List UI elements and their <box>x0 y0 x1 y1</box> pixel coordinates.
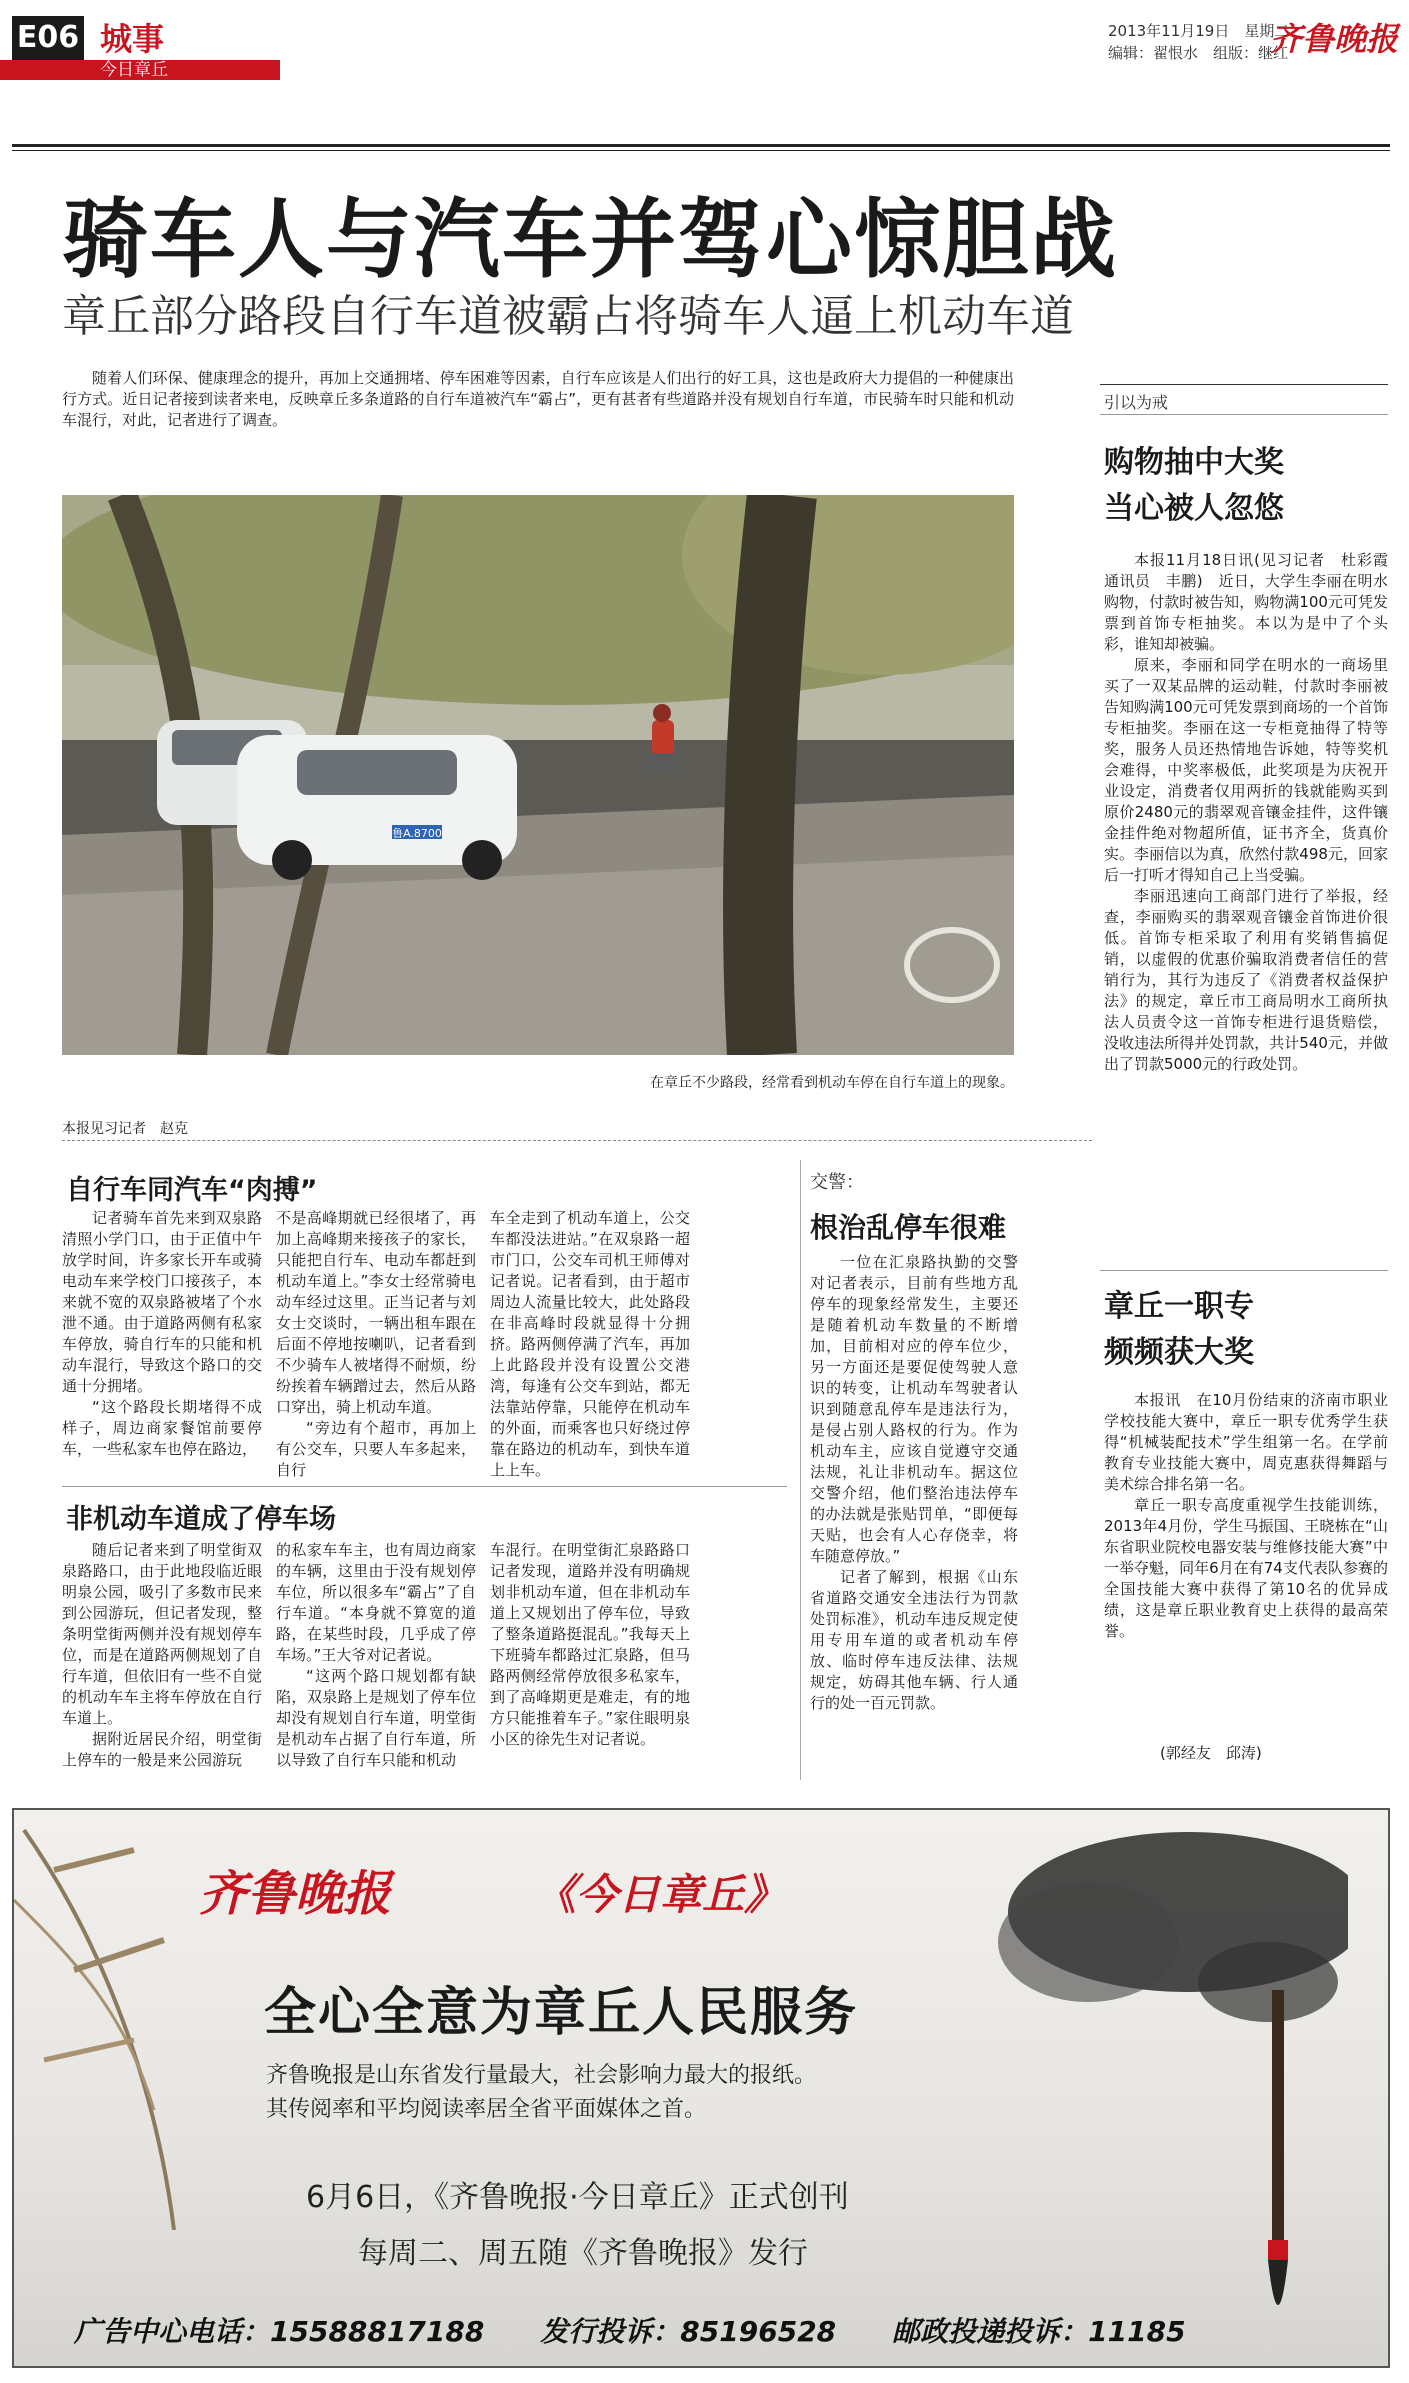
paragraph: 不是高峰期就已经很堵了，再加上高峰期来接孩子的家长，只能把自行车、电动车都赶到机动车道上。”李女士经常骑电动车经过这里。正当记者与刘女士交谈时，一辆出租车跟在后面不停地按喇叭，记者看到不少骑车人被堵得不耐烦，纷纷挨着车辆蹭过去，然后从路口穿出，骑上机动车道。 <box>276 1209 476 1416</box>
story1-title-line: 当心被人忽悠 <box>1104 491 1284 526</box>
story2-title-line: 章丘一职专 <box>1104 1289 1254 1324</box>
section2-col3 <box>490 1540 690 1750</box>
section2-col2 <box>276 1540 476 1771</box>
paragraph: 车混行。在明堂街汇泉路路口记者发现，道路并没有明确规划非机动车道，但在非机动车道上又规划出了停车位，导致了整条道路挺混乱。”我每天上下班骑车都路过汇泉路，但马路两侧经常停放很多私家车，到了高峰期更是难走，有的地方只能推着车子。”家住眼明泉小区的徐先生对记者说。 <box>490 1541 690 1748</box>
section-title: 城事 <box>100 20 165 58</box>
ad-slogan: 全心全意为章丘人民服务 <box>264 1983 859 2043</box>
paragraph: 一位在汇泉路执勤的交警对记者表示，目前有些地方乱停车的现象经常发生，主要还是随着机动车数量的不断增加，目前相对应的停车位少，另一方面还是要促使驾驶人意识的转变，让机动车驾驶者认识到随意乱停车是违法行为，是侵占别人路权的行为。作为机动车主，应该自觉遵守交通法规，礼让非机动车。据这位交警介绍，他们整治违法停车的办法就是张贴罚单，“即便每天贴，也会有人心存侥幸，将车随意停放。” <box>810 1253 1018 1565</box>
article-headline: 骑车人与汽车并驾心惊胆战 <box>62 190 1118 290</box>
section1-col2 <box>276 1208 476 1481</box>
paragraph: “旁边有个超市，再加上有公交车，只要人车多起来，自行 <box>276 1419 476 1479</box>
paragraph: 据附近居民介绍，明堂街上停车的一般是来公园游玩 <box>62 1730 262 1769</box>
section-divider <box>62 1140 1092 1142</box>
column-rule <box>800 1160 801 1780</box>
sidebar-label: 交警： <box>810 1172 864 1193</box>
article-byline: 本报见习记者 赵克 <box>62 1121 188 1137</box>
ad-schedule-line: 每周二、周五随《齐鲁晚报》发行 <box>358 2236 808 2271</box>
license-plate: 鲁A.8700 <box>392 827 442 840</box>
section2-col1 <box>62 1540 262 1771</box>
ad-logo: 齐鲁晚报 <box>199 1866 392 1922</box>
subheading-section-2: 非机动车道成了停车场 <box>66 1504 336 1535</box>
section1-col3 <box>490 1208 690 1481</box>
paragraph: 章丘一职专高度重视学生技能训练，2013年4月份，学生马振国、王晓栋在“山东省职业院校电器安装与维修技能大赛”中一举夺魁，同年6月在有74支代表队参赛的全国技能大赛中获得了第10名的优异成绩，这是章丘职业教育史上获得的最高荣誉。 <box>1104 1496 1388 1640</box>
ad-text-line: 其传阅率和平均阅读率居全省平面媒体之首。 <box>266 2097 707 2122</box>
paragraph: 原来，李丽和同学在明水的一商场里买了一双某品牌的运动鞋，付款时李丽被告知购满100元可凭发票到商场的一个首饰专柜抽奖。李丽在这一专柜竟抽得了特等奖，服务人员还热情地告诉她，特等奖机会难得，中奖率极低，此奖项是为庆祝开业设定，消费者仅用两折的钱就能购买到原价2480元的翡翠观音镶金挂件，这件镶金挂件绝对物超所值，证书齐全，货真价实。李丽信以为真，欣然付款498元，回家后一打听才得知自己上当受骗。 <box>1104 656 1388 884</box>
story1-title-line: 购物抽中大奖 <box>1104 445 1284 480</box>
section1-col1 <box>62 1208 262 1460</box>
story1-title <box>1104 440 1284 532</box>
section-divider <box>62 1486 787 1487</box>
paragraph: 随后记者来到了明堂街双泉路路口，由于此地段临近眼明泉公园，吸引了多数市民来到公园游玩，但记者发现，整条明堂街两侧并没有规划停车位，而是在道路两侧规划了自行车道，但依旧有一些不自觉的机动车车主将车停放在自行车道上。 <box>62 1541 262 1727</box>
lede-paragraph: 随着人们环保、健康理念的提升，再加上交通拥堵、停车困难等因素，自行车应该是人们出行的好工具，这也是政府大力提倡的一种健康出行方式。近日记者接到读者来电，反映章丘多条道路的自行车道被汽车“霸占”，更有甚者有些道路并没有规划自行车道，市民骑车时只能和机动车混行，对此，记者进行了调查。 <box>62 369 1014 429</box>
paragraph: 的私家车车主，也有周边商家的车辆，这里由于没有规划停车位，所以很多车“霸占”了自行车道。“本身就不算宽的道路，在某些时段，几乎成了停车场。”王大爷对记者说。 <box>276 1541 476 1664</box>
white-car-right <box>237 735 517 880</box>
story2-title <box>1104 1284 1254 1376</box>
column-header-rule <box>1100 414 1388 415</box>
column-label: 引以为戒 <box>1104 393 1169 412</box>
editor-credits: 编辑：翟恨水 组版：继红 <box>1108 44 1289 62</box>
sidebar-body <box>810 1252 1018 1714</box>
advertisement <box>12 1808 1390 2368</box>
paragraph: “这两个路口规划都有缺陷，双泉路上是规划了停车位却没有规划自行车道，明堂街是机动车占据了自行车道，所以导致了自行车只能和机动 <box>276 1667 476 1769</box>
paragraph: 记者骑车首先来到双泉路清照小学门口，由于正值中午放学时间，许多家长开车或骑电动车来学校门口接孩子，本来就不宽的双泉路被堵了个水泄不通。由于道路两侧有私家车停放，骑自行车的只能和机动车混行，导致这个路口的交通十分拥堵。 <box>62 1209 262 1395</box>
story2-body <box>1104 1390 1388 1642</box>
article-lede <box>62 368 1014 431</box>
header-rule <box>12 144 1390 147</box>
paragraph: 李丽迅速向工商部门进行了举报，经查，李丽购买的翡翠观音镶金首饰进价很低。首饰专柜采取了利用有奖销售搞促销，以虚假的优惠价骗取消费者信任的营销行为，其行为违反了《消费者权益保护法》的规定，章丘市工商局明水工商所执法人员责令这一首饰专柜进行退货赔偿，没收违法所得并处罚款，共计540元，并做出了罚款5000元的行政处罚。 <box>1104 887 1388 1073</box>
calligraphy-brush-icon <box>1238 1990 1318 2350</box>
header-rule-thin <box>12 150 1390 151</box>
masthead-logo: 齐鲁晚报 <box>1270 20 1399 58</box>
ad-contact-line: 广告中心电话：15588817188 发行投诉：85196528 邮政投递投诉：11185 <box>74 2315 1186 2348</box>
subheading-section-1: 自行车同汽车“肉搏” <box>66 1175 318 1206</box>
paragraph: 本报讯 在10月份结束的济南市职业学校技能大赛中，章丘一职专优秀学生获得“机械装配技术”学生组第一名。在学前教育专业技能大赛中，周克惠获得舞蹈与美术综合排名第一名。 <box>1104 1391 1388 1493</box>
paragraph: “这个路段长期堵得不成样子，周边商家餐馆前要停车，一些私家车也停在路边， <box>62 1398 262 1458</box>
paragraph: 本报11月18日讯(见习记者 杜彩霞 通讯员 丰鹏) 近日，大学生李丽在明水购物，付款时被告知，购物满100元可凭发票到首饰专柜抽奖。本以为是中了个头彩，谁知却被骗。 <box>1104 551 1404 653</box>
photo-caption: 在章丘不少路段，经常看到机动车停在自行车道上的现象。 <box>650 1075 1014 1091</box>
paragraph: 车全走到了机动车道上，公交车都没法进站。”在双泉路一超市门口，公交车司机王师傅对记者说。记者看到，由于超市周边人流量比较大，此处路段在非高峰时段就显得十分拥挤。路两侧停满了汽车，再加上此路段并没有设置公交港湾，每逢有公交车到站，都无法靠站停靠，只能停在机动车的外面，而乘客也只好绕过停靠在路边的机动车，到快车道上上车。 <box>490 1209 690 1479</box>
story1-body <box>1104 550 1404 1075</box>
column-header-rule <box>1100 384 1388 385</box>
issue-date: 2013年11月19日 星期二 <box>1108 22 1290 40</box>
story2-signature: (郭经友 邱涛) <box>1160 1744 1262 1762</box>
sidebar-title: 根治乱停车很难 <box>810 1211 1007 1244</box>
street-photo <box>62 495 1014 1055</box>
article-subhead: 章丘部分路段自行车道被霸占将骑车人逼上机动车道 <box>62 291 1074 342</box>
ad-text-line: 齐鲁晚报是山东省发行量最大，社会影响力最大的报纸。 <box>266 2063 817 2088</box>
ad-launch-line: 6月6日，《齐鲁晚报·今日章丘》正式创刊 <box>306 2180 849 2215</box>
story-divider <box>1100 1270 1388 1271</box>
subsection-title: 今日章丘 <box>100 60 168 80</box>
page-number: E06 <box>12 16 84 60</box>
ad-logo-subtitle: 《今日章丘》 <box>534 1870 787 1919</box>
paragraph: 记者了解到，根据《山东省道路交通安全违法行为罚款处罚标准》，机动车违反规定使用专用车道的或者机动车停放、临时停车违反法律、法规规定，妨碍其他车辆、行人通行的处一百元罚款。 <box>810 1568 1018 1712</box>
story2-title-line: 频频获大奖 <box>1104 1335 1254 1370</box>
